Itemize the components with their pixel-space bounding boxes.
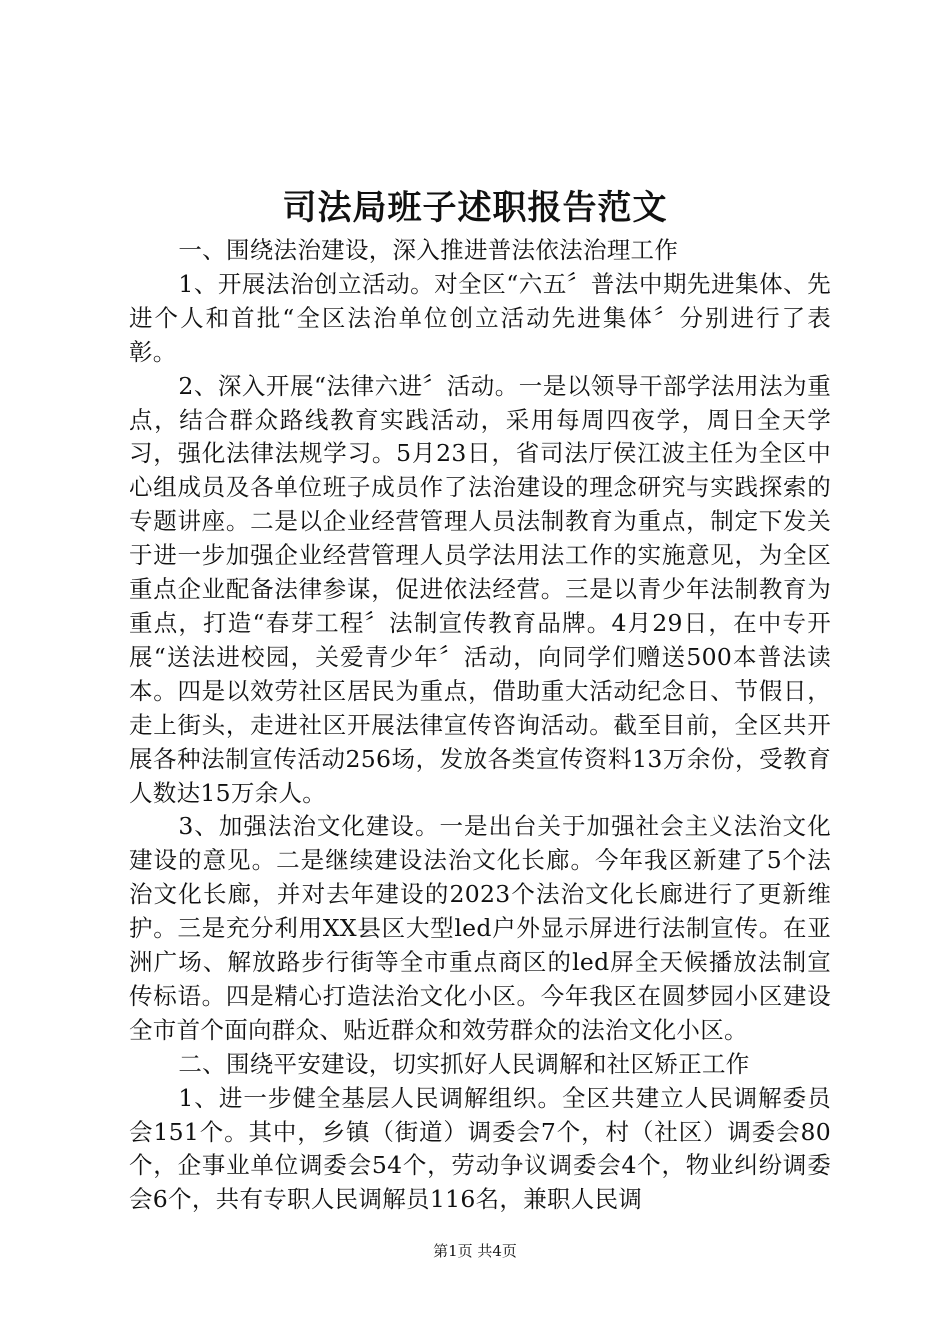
paragraph-4: 1、进一步健全基层人民调解组织。全区共建立人民调解委员会151个。其中，乡镇（街道）调委会7个，村（社区）调委会80个，企事业单位调委会54个，劳动争议调委会4个，物业纠纷调委会6个，共有专职人民调解员116名，兼职人民调 xyxy=(129,1083,831,1214)
section-heading-1: 一、围绕法治建设，深入推进普法依法治理工作 xyxy=(178,236,679,264)
page-footer: 第1页 共4页 xyxy=(433,1242,517,1260)
document-body xyxy=(129,234,831,1217)
section-heading-2: 二、围绕平安建设，切实抓好人民调解和社区矫正工作 xyxy=(178,1049,750,1078)
paragraph-1: 1、开展法治创立活动。对全区“六五〞普法中期先进集体、先进个人和首批“全区法治单位创立活动先进集体〞分别进行了表彰。 xyxy=(129,269,831,366)
document-title: 司法局班子述职报告范文 xyxy=(282,188,668,228)
paragraph-2: 2、深入开展“法律六进〞活动。一是以领导干部学法用法为重点，结合群众路线教育实践活动，采用每周四夜学，周日全天学习，强化法律法规学习。5月23日，省司法厅侯江波主任为全区中心组成员及各单位班子成员作了法治建设的理念研究与实践探索的专题讲座。二是以企业经营管理人员法制教育为重点，制定下发关于进一步加强企业经营管理人员学法用法工作的实施意见，为全区重点企业配备法律参谋，促进依法经营。三是以青少年法制教育为重点，打造“春芽工程〞法制宣传教育品牌。4月29日，在中专开展“送法进校园，关爱青少年〞活动，向同学们赠送500本普法读本。四是以效劳社区居民为重点，借助重大活动纪念日、节假日，走上街头，走进社区开展法律宣传咨询活动。截至目前，全区共开展各种法制宣传活动256场，发放各类宣传资料13万余份，受教育人数达15万余人。 xyxy=(129,371,831,807)
paragraph-3: 3、加强法治文化建设。一是出台关于加强社会主义法治文化建设的意见。二是继续建设法治文化长廊。今年我区新建了5个法治文化长廊，并对去年建设的2023个法治文化长廊进行了更新维护。三是充分利用XX县区大型led户外显示屏进行法制宣传。在亚洲广场、解放路步行街等全市重点商区的led屏全天候播放法制宣传标语。四是精心打造法治文化小区。今年我区在圆梦园小区建设全市首个面向群众、贴近群众和效劳群众的法治文化小区。 xyxy=(129,812,831,1044)
